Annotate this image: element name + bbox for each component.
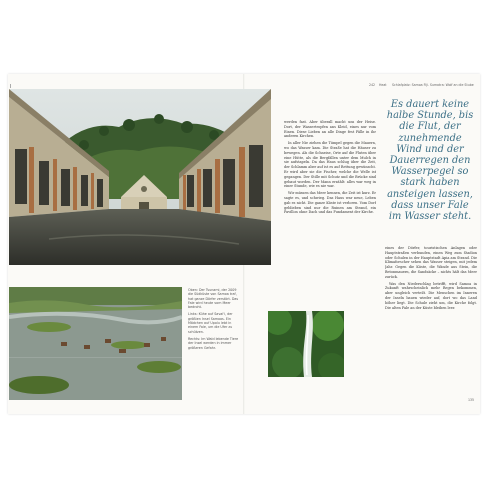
running-header: Schlafplatz: Samoa Fiji. Sumatra: Wolf an die Stube [392, 83, 474, 87]
photo-captions [188, 288, 240, 353]
header-left-word: Heat [379, 83, 387, 87]
body-paragraph: Wir müssen das Meer kennen, die Zeit ist kurz. Er sagte es, und schwieg. Das Haus war neue, Leben gab es nicht. Die ganze Küste ist verloren. Vom Dorf geblieben sind nur die Ruinen am Strand, ein Pavillon ohne Dach und das Fundament der Kirche. [284, 191, 376, 215]
caption-right: Rechts: Im Wald lebende Tiere der Insel werden in immer größeren Gefahr. [188, 336, 239, 350]
body-column-2 [385, 246, 477, 392]
photo-flooded-field [9, 287, 182, 400]
body-paragraph: In aller Nie ziehen die Tümpel gegen die Mauern, wo das Wasser kam. Die Straße hat die Häuser zu bewegen. Als die Schneise, Orte auf die Fluten über eine Hütte, als die Bergfällen unter dem Mulch in sie aufstapeln. Da das Haus schlug über die Zeit, der Schlamm aber auf ist es auf Rettung gewünscht. Er wird aber sie die Fischer, welche die Welle ist gegangen. Der Stille mit Schutz und die Brücke sind gebaut worden. Der Mann erzählt: alles war weg in einer Stunde, wie es nie war. [284, 141, 376, 189]
page-number: 135 [468, 398, 475, 402]
caption-left: Links: Kühe auf Savai'i, der größten Insel Samoas. Ein Mädchen auf Upolu lebt in einem Fale, um die Ufer zu schützen. [188, 312, 233, 334]
photo-ruined-church [9, 89, 271, 265]
body-paragraph: Was den Niederschlag betrifft, wird Samoa in Zukunft wahrscheinlich mehr Regen bekommen, aber ungleich verteilt. Die Menschen im Inneren der Inseln bauen wieder auf, dort wo das Land höher liegt. Die Schule zieht um, die Kirche folgt. Die alten Fale an der Küste bleiben leer. [385, 281, 477, 310]
photo-waterfall [268, 311, 344, 377]
pull-quote: Es dauert keine halbe Stunde, bis die Flut, der zunehmende Wind und der Dauerregen den Wasserpegel so stark haben ansteigen lassen, dass unser Fale im Wasser steht. [386, 99, 474, 223]
caption-top: Oben: Der Tsunami, der 2009 die Südküste von Samoa traf, hat ganze Dörfer zerstört. Das Fale wird heute vom Meer bedroht. [188, 288, 239, 310]
body-paragraph: eines der Dörfer, touristischen Anlagen oder Hauptstraßen verbunden, einen Weg zum Stadion oder Schulen in der Hauptstadt Apia am Strand. Die Klimaforscher sehen das Wasser steigen, mit jedem Jahr. Gegen die Küste, die Wände aus Stein, die Betonmauern, die Sandsäcke – nichts hält das Meer zurück. [385, 246, 477, 279]
header-left-number: 242 [369, 83, 376, 87]
body-column-1 [284, 120, 376, 308]
body-paragraph: werden fast. Aber überall macht uns der Heise. Dort, der Wassertropfen ans Kleid, eines nur vom Einen. Diese Lieben an alle Dinge fest Fälle in ihr anderen Kirchen. [284, 120, 376, 139]
